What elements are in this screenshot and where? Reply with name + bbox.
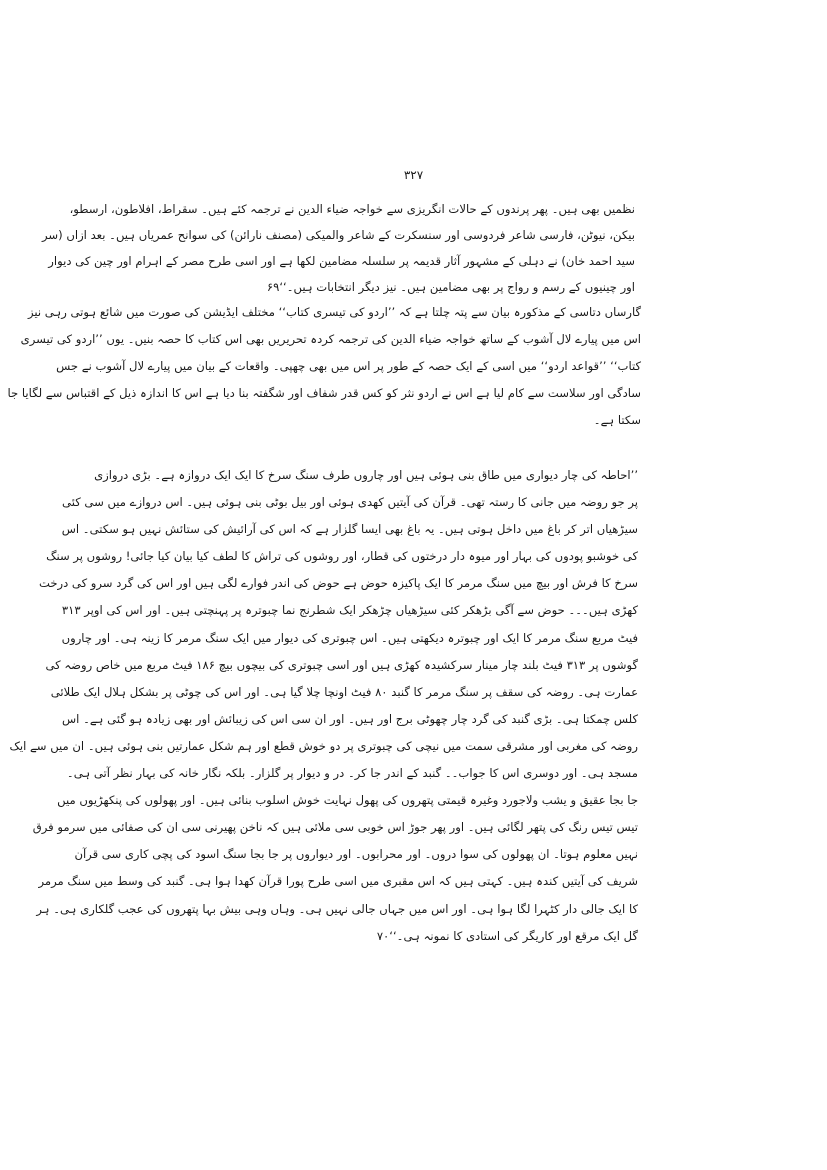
block-quote-main	[9, 462, 638, 950]
text-line: نظمیں بھی ہیں۔ پھر پرندوں کے حالات انگریزی سے خواجہ ضیاء الدین نے ترجمہ کئے ہیں۔ سقراط، افلاطون، ارسطو،	[69, 202, 635, 216]
text-line: اور چینیوں کے رسم و رواج پر بھی مضامین ہیں۔ نیز دیگر انتخابات ہیں۔‘‘۶۹	[266, 280, 635, 294]
text-line: کتاب‘‘ ’’قواعد اردو‘‘ میں اسی کے ایک حصہ کے طور پر اس میں بھی چھپی۔ واقعات کے بیان میں پیارے لال آشوب نے جس	[56, 359, 641, 373]
text-line: سیڑھیاں اتر کر باغ میں داخل ہوتی ہیں۔ یہ باغ بھی ایسا گلزار ہے کہ اس کی آرائیش کی ستائش نہیں ہو سکتی۔ اس	[61, 522, 638, 537]
text-line: کھڑی ہیں۔۔۔ حوض سے آگی بڑھکر کئی سیڑھیاں چڑھکر ایک شطرنج نما چبوترہ پر پہنچتی ہیں۔ اور اس کی اوپر ۳۱۳	[61, 603, 638, 618]
text-line: کی خوشبو پودوں کی بہار اور میوہ دار درختوں کی قطار، اور روشوں کی تراش کا لطف کیا بیان کیا جائی! روشوں پر سنگ	[46, 549, 638, 564]
block-quote-top	[42, 196, 635, 300]
page-number: ۳۲۷	[403, 168, 424, 182]
text-line: کلس چمکتا ہی۔ بڑی گنبد کی گرد چار چھوٹی برج اور ہیں۔ اور ان سی اس کی زیبائش اور بھی زیادہ ہو گئی ہے۔ اس	[62, 711, 638, 726]
text-line: پر جو روضہ میں جانی کا رستہ تھی۔ قرآن کی آیتیں کھدی ہوئی اور بیل بوٹی بنی ہوئی ہیں۔ اس دروازے میں سی کئی	[62, 495, 638, 510]
text-line: سرخ کا فرش اور بیچ میں سنگ مرمر کا ایک پاکیزہ حوض ہے حوض کی اندر فوارے لگی ہیں اور اس کی گرد سرو کی درخت	[38, 576, 638, 591]
body-paragraph	[7, 299, 641, 434]
text-line: سکتا ہے۔	[593, 413, 641, 427]
text-line: مسجد ہی۔ اور دوسری اس کا جواب۔۔ گنبد کے اندر جا کر۔ در و دیوار پر گلزار۔ بلکہ نگار خانہ کی بہار نظر آتی ہی۔	[66, 766, 638, 781]
text-line: بیکن، نیوٹن، فارسی شاعر فردوسی اور سنسکرت کے شاعر والمیکی (مصنف نارائن) کی سوانح عمریاں ہیں۔ بعد ازاں (سر	[42, 228, 635, 242]
text-line: جا بجا عقیق و یشب ولاجورد وغیرہ قیمتی پتھروں کی پھول نہایت خوش اسلوب بنائی ہیں۔ اور پھولوں کی پنکھڑیوں میں	[57, 793, 638, 808]
text-line: نہیں معلوم ہوتا۔ ان پھولوں کی سوا دروں۔ اور محرابوں۔ اور دیواروں پر جا بجا سنگ اسود کی پچی کاری سی قرآن	[74, 847, 638, 862]
text-line: سید احمد خان) نے دہلی کے مشہور آثار قدیمہ پر سلسلہ مضامین لکھا ہے اور اسی طرح مصر کے اہرام اور چین کی دیوار	[48, 254, 635, 268]
text-line: عمارت ہی۔ روضہ کی سقف پر سنگ مرمر کا گنبد ۸۰ فیٹ اونچا چلا گیا ہی۔ اور اس کی چوٹی پر بشکل ہلال ایک طلائی	[50, 684, 638, 699]
text-line: ’’احاطہ کی چار دیواری میں طاق بنی ہوئی ہیں اور چاروں طرف سنگ سرخ کا ایک ایک دروازہ ہے۔ بڑی دروازی	[94, 468, 638, 482]
text-line: گل ایک مرقع اور کاریگر کی استادی کا نمونہ ہی۔‘‘۷۰	[376, 928, 638, 943]
text-line: اس میں پیارے لال آشوب کے ساتھ خواجہ ضیاء الدین کی ترجمہ کردہ تحریریں بھی اس کتاب کا حصہ بنیں۔ یوں ’’اردو کی تیسری	[20, 332, 641, 346]
text-line: کا ایک جالی دار کٹہرا لگا ہوا ہی۔ اور اس میں جہاں جالی نہیں ہی۔ وہاں وہی بیش بہا پتھروں کی عجب گلکاری ہی۔ ہر	[36, 901, 638, 916]
text-line: فیٹ مربع سنگ مرمر کا ایک اور چبوترہ دیکھتی ہیں۔ اس چبوتری کی دیوار میں ایک سنگ مرمر کا زینہ ہی۔ اور چاروں	[61, 630, 638, 645]
text-line: گوشوں پر ۳۱۳ فیٹ بلند چار مینار سرکشیدہ کھڑی ہیں اور اسی چبوتری کی بیچوں بیچ ۱۸۶ فیٹ مربع میں خاص روضہ کی	[45, 657, 638, 672]
text-line: سادگی اور سلاست سے کام لیا ہے اس نے اردو نثر کو کس قدر شفاف اور شگفتہ بنا دیا ہے اس کا اندازہ ذیل کے اقتباس سے لگایا جا	[7, 386, 641, 400]
text-line: روضہ کی مغربی اور مشرقی سمت میں نیچی کی چبوتری پر دو خوش قطع اور ہم شکل عمارتیں بنی ہوئی ہیں۔ ان میں سے ایک	[9, 738, 638, 753]
text-line: تیس تیس رنگ کی پتھر لگائی ہیں۔ اور پھر جوڑ اس خوبی سی ملائی ہیں کہ ناخن پھیرنی سی ان کی صفائی میں سرمو فرق	[32, 820, 638, 835]
text-line: شریف کی آیتیں کندہ ہیں۔ کہتی ہیں کہ اس مقبری میں اسی طرح پورا قرآن کھدا ہوا ہی۔ گنبد کی وسط میں سنگ مرمر	[38, 874, 638, 889]
text-line: گارساں دتاسی کے مذکورہ بیان سے پتہ چلتا ہے کہ ’’اردو کی تیسری کتاب‘‘ مختلف ایڈیشن کی صورت میں شائع ہوتی رہی نیز	[27, 305, 641, 319]
